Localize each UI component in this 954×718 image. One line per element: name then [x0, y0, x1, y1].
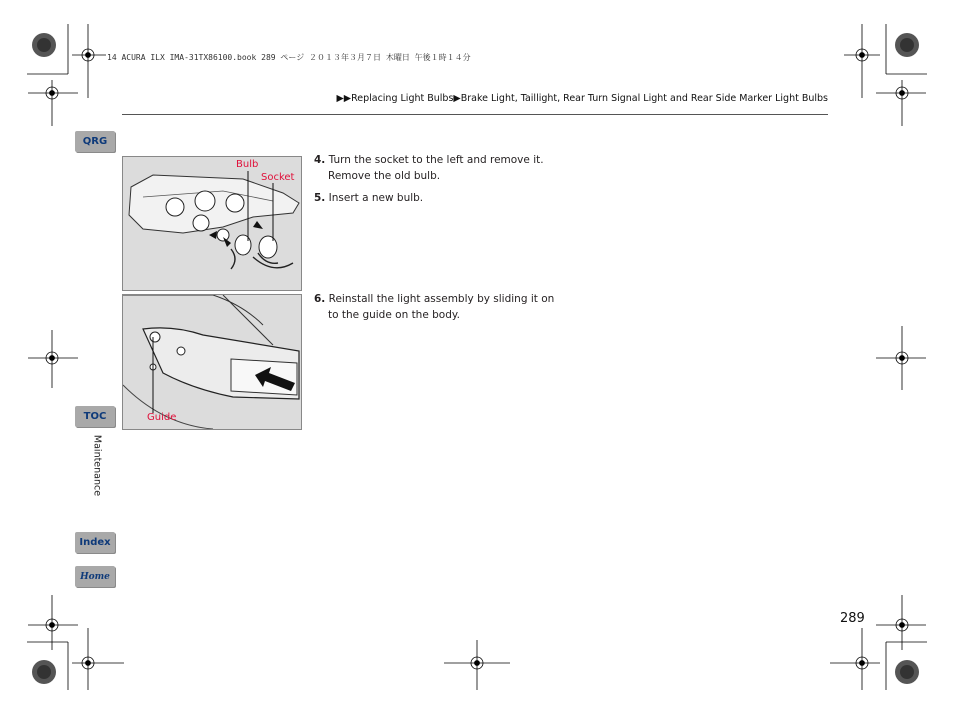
step-text-2: Remove the old bulb.	[328, 170, 441, 182]
breadcrumb-current: Brake Light, Taillight, Rear Turn Signal Light and Rear Side Marker Light Bulbs	[460, 93, 828, 104]
section-label: Maintenance	[91, 434, 103, 497]
step-text: Reinstall the light assembly by sliding it on to the guide on the body.	[328, 293, 555, 321]
label-bulb: Bulb	[236, 159, 259, 170]
qrg-button[interactable]: QRG	[75, 131, 115, 152]
step-4	[314, 152, 554, 184]
step-number: 4.	[314, 154, 326, 166]
breadcrumb	[330, 93, 828, 104]
step-number: 6.	[314, 293, 326, 305]
label-socket: Socket	[261, 172, 295, 183]
print-header: 14 ACURA ILX IMA-31TX86100.book 289 ページ ２０１３年３月７日 木曜日 午後１時１４分	[107, 53, 471, 62]
figure-socket-removal	[122, 156, 302, 291]
light-assembly-illustration	[123, 295, 301, 429]
header-rule	[122, 114, 828, 115]
step-5	[314, 190, 554, 206]
step-text: Insert a new bulb.	[328, 192, 424, 204]
step-number: 5.	[314, 192, 326, 204]
breadcrumb-marker: ▶▶	[336, 93, 352, 104]
home-button[interactable]: Home	[75, 566, 115, 587]
index-button[interactable]: Index	[75, 532, 115, 553]
step-6	[314, 291, 564, 323]
page-number: 289	[840, 611, 865, 626]
toc-button[interactable]: TOC	[75, 406, 115, 427]
breadcrumb-link-replacing-bulbs[interactable]: Replacing Light Bulbs	[351, 93, 454, 104]
label-guide: Guide	[147, 412, 177, 423]
breadcrumb-separator: ▶	[453, 93, 461, 104]
step-text: Turn the socket to the left and remove it.	[328, 154, 544, 166]
figure-guide-install	[122, 294, 302, 430]
